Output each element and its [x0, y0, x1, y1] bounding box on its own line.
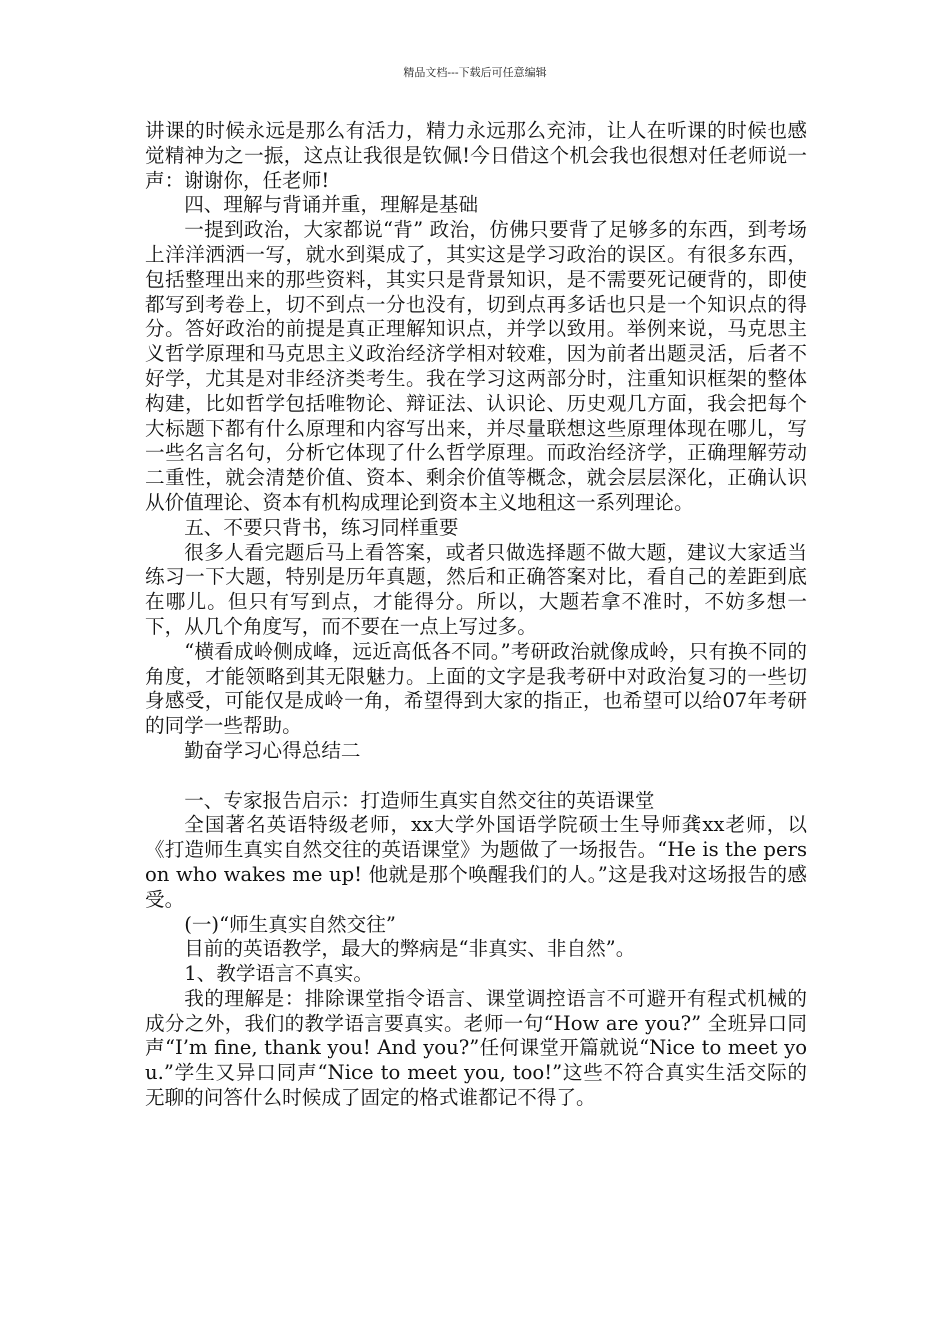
paragraph: 目前的英语教学，最大的弊病是“非真实、非自然”。: [184, 937, 636, 961]
article-title: 勤奋学习心得总结二: [184, 738, 361, 762]
document-body: [145, 119, 807, 1111]
paragraph: 一提到政治，大家都说“背” 政治，仿佛只要背了足够多的东西，到考场上洋洋洒洒一写，就水到渠成了，其实这是学习政治的误区。有很多东西，包括整理出来的那些资料，其实只是背景知识，是不需要死记硬背的，即使都写到考卷上，切不到点一分也没有，切到点再多话也只是一个知识点的得分。答好政治的前提是真正理解知识点，并学以致用。举例来说，马克思主义哲学原理和马克思主义政治经济学相对较难，因为前者出题灵活，后者不好学，尤其是对非经济类考生。我在学习这两部分时，注重知识框架的整体构建，比如哲学包括唯物论、辩证法、认识论、历史观几方面，我会把每个大标题下都有什么原理和内容写出来，并尽量联想这些原理体现在哪儿，写一些名言名句，分析它体现了什么哲学原理。而政治经济学，正确理解劳动二重性，就会清楚价值、资本、剩余价值等概念，就会层层深化，正确认识从价值理论、资本有机构成理论到资本主义地租这一系列理论。: [145, 218, 807, 514]
paragraph-continuation: 讲课的时候永远是那么有活力，精力永远那么充沛，让人在听课的时候也感觉精神为之一振，这点让我很是钦佩!今日借这个机会我也很想对任老师说一声：谢谢你，任老师!: [145, 119, 807, 192]
page-header: 精品文档---下载后可任意编辑: [403, 66, 547, 79]
paragraph: 很多人看完题后马上看答案，或者只做选择题不做大题，建议大家适当练习一下大题，特别是历年真题，然后和正确答案对比，看自己的差距到底在哪儿。但只有写到点，才能得分。所以，大题若拿不准时，不妨多想一下，从几个角度写，而不要在一点上写过多。: [145, 540, 807, 638]
section-heading-one: 一、专家报告启示：打造师生真实自然交往的英语课堂: [184, 788, 655, 812]
section-heading-four: 四、理解与背诵并重，理解是基础: [184, 193, 479, 217]
subsection-heading: (一)“师生真实自然交往”: [184, 912, 396, 936]
list-item-heading: 1、教学语言不真实。: [184, 962, 373, 986]
section-heading-five: 五、不要只背书，练习同样重要: [184, 515, 459, 539]
paragraph: “横看成岭侧成峰，远近高低各不同。”考研政治就像成岭，只有换不同的角度，才能领略到其无限魅力。上面的文字是我考研中对政治复习的一些切身感受，可能仅是成岭一角，希望得到大家的指正，也希望可以给07年考研的同学一些帮助。: [145, 639, 807, 738]
paragraph: 全国著名英语特级老师，xx大学外国语学院硕士生导师龚xx老师，以《打造师生真实自然交往的英语课堂》为题做了一场报告。“He is the person who wakes me up! 他就是那个唤醒我们的人。”这是我对这场报告的感受。: [145, 813, 807, 911]
paragraph: 我的理解是：排除课堂指令语言、课堂调控语言不可避开有程式机械的成分之外，我们的教学语言要真实。老师一句“How are you?” 全班异口同声“I’m fine, thank you! And you?”任何课堂开篇就说“Nice to meet you.”学生又异口同声“Nice to meet you, too!”这些不符合真实生活交际的无聊的问答什么时候成了固定的格式谁都记不得了。: [145, 986, 807, 1110]
blank-line: [145, 764, 807, 789]
